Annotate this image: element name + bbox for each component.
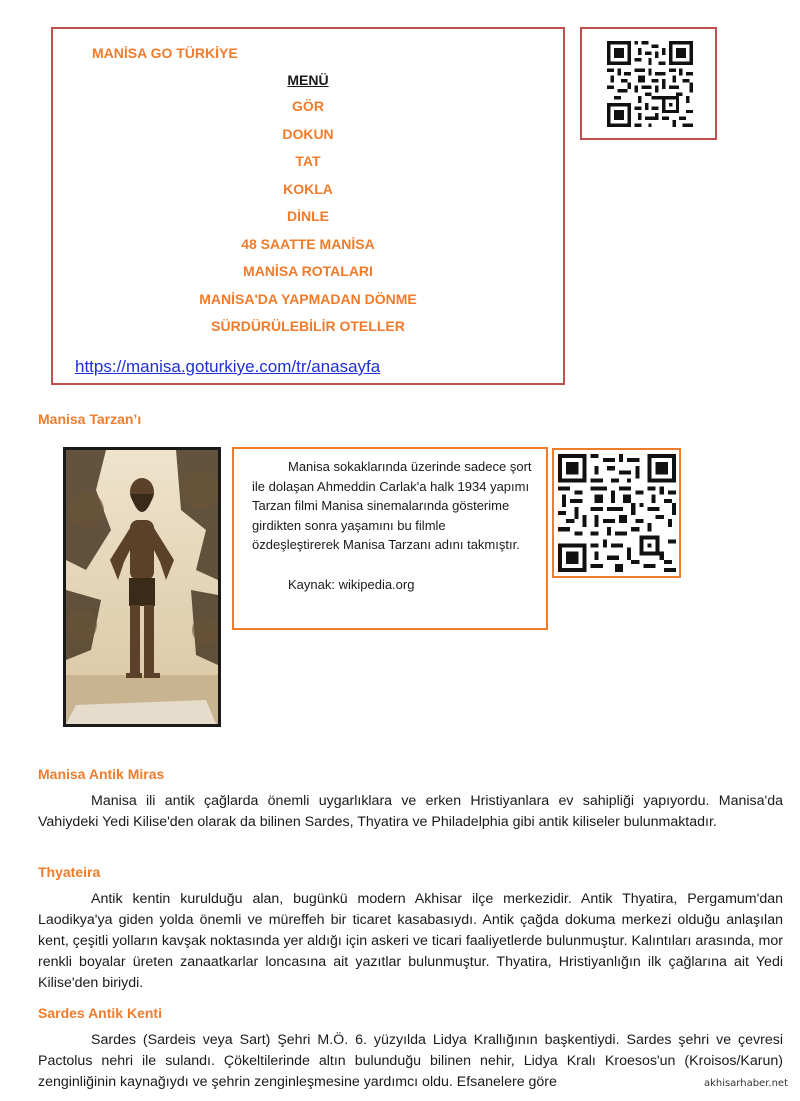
qr-code-menu [580, 27, 717, 140]
tarzan-photo [63, 447, 221, 727]
menu-item-tat[interactable]: TAT [295, 153, 321, 169]
qr-code-tarzan [552, 448, 681, 578]
tarzan-description: Manisa sokaklarında üzerinde sadece şort ile dolaşan Ahmeddin Carlak'a halk 1934 yapımı Tarzan filmi Manisa sinemalarında gösterime girdikten sonra yaşamını bu filmle özdeşleştirerek Manisa Tarzanı adını takmıştır. [252, 459, 532, 552]
menu-list [53, 93, 563, 341]
tarzan-heading: Manisa Tarzan’ı [38, 411, 142, 427]
brand-title: MANİSA GO TÜRKİYE [92, 45, 238, 61]
menu-item-oteller[interactable]: SÜRDÜRÜLEBİLİR OTELLER [211, 318, 405, 334]
section-heading-antik-miras: Manisa Antik Miras [38, 766, 165, 782]
tarzan-info-box [232, 447, 548, 630]
section-text-thyateira: Antik kentin kurulduğu alan, bugünkü modern Akhisar ilçe merkezidir. Antik Thyatira, Pergamum'dan Laodikya'ya giden yolda önemli ve müreffeh bir ticaret kasabasıydı. Antik çağda dokuma merkezi olduğu anlaşılan kent, çeşitli yolların kavşak noktasında yer aldığı için askeri ve ticari faaliyetlerde bulunmuştur. Kalıntıları arasında, mor renkli boyalar üreten zanaatkarlar loncasına ait yazıtlar bulunmuştur. Thyatira, Hristiyanlığın ilk çağlarına ait Yedi Kilise'den biriydi. [38, 891, 783, 991]
menu-item-rotalari[interactable]: MANİSA ROTALARI [243, 263, 373, 279]
menu-item-yapmadan-donme[interactable]: MANİSA'DA YAPMADAN DÖNME [199, 290, 417, 307]
menu-item-gor[interactable]: GÖR [292, 98, 324, 114]
qr-code-icon [558, 454, 676, 572]
menu-item-48-saatte[interactable]: 48 SAATTE MANİSA [241, 235, 375, 252]
watermark: akhisarhaber.net [703, 1078, 788, 1089]
tarzan-photo-image [66, 450, 218, 724]
section-text-sardes: Sardes (Sardeis veya Sart) Şehri M.Ö. 6. yüzyılda Lidya Krallığının başkentiydi. Sardes şehri ve çevresi Pactolus nehri ile sulandı. Çökeltilerinde altın bulunduğu bilinen nehir, Lidya Kralı Kroesos'un (Kroisos/Karun) zenginliğinin kaynağıydı ve şehrin zenginleşmesine yardımcı oldu. Efsanelere göre [38, 1032, 783, 1090]
menu-item-dokun[interactable]: DOKUN [282, 125, 334, 142]
section-heading-thyateira: Thyateira [38, 864, 101, 880]
tarzan-source: Kaynak: wikipedia.org [288, 576, 415, 592]
menu-item-dinle[interactable]: DİNLE [287, 208, 329, 224]
menu-item-kokla[interactable]: KOKLA [283, 180, 333, 197]
menu-box [51, 27, 565, 385]
goturkiye-link[interactable]: https://manisa.goturkiye.com/tr/anasayfa [75, 357, 381, 376]
section-text-antik-miras: Manisa ili antik çağlarda önemli uygarlıklara ve erken Hristiyanlara ev sahipliği yapıyordu. Manisa'da Vahiydeki Yedi Kilise'den olarak da bilinen Sardes, Thyatira ve Philadelphia gibi antik kiliseler bulunmaktadır. [38, 793, 783, 830]
qr-code-icon [607, 41, 693, 127]
menu-title: MENÜ [287, 72, 329, 88]
section-heading-sardes: Sardes Antik Kenti [38, 1005, 162, 1021]
